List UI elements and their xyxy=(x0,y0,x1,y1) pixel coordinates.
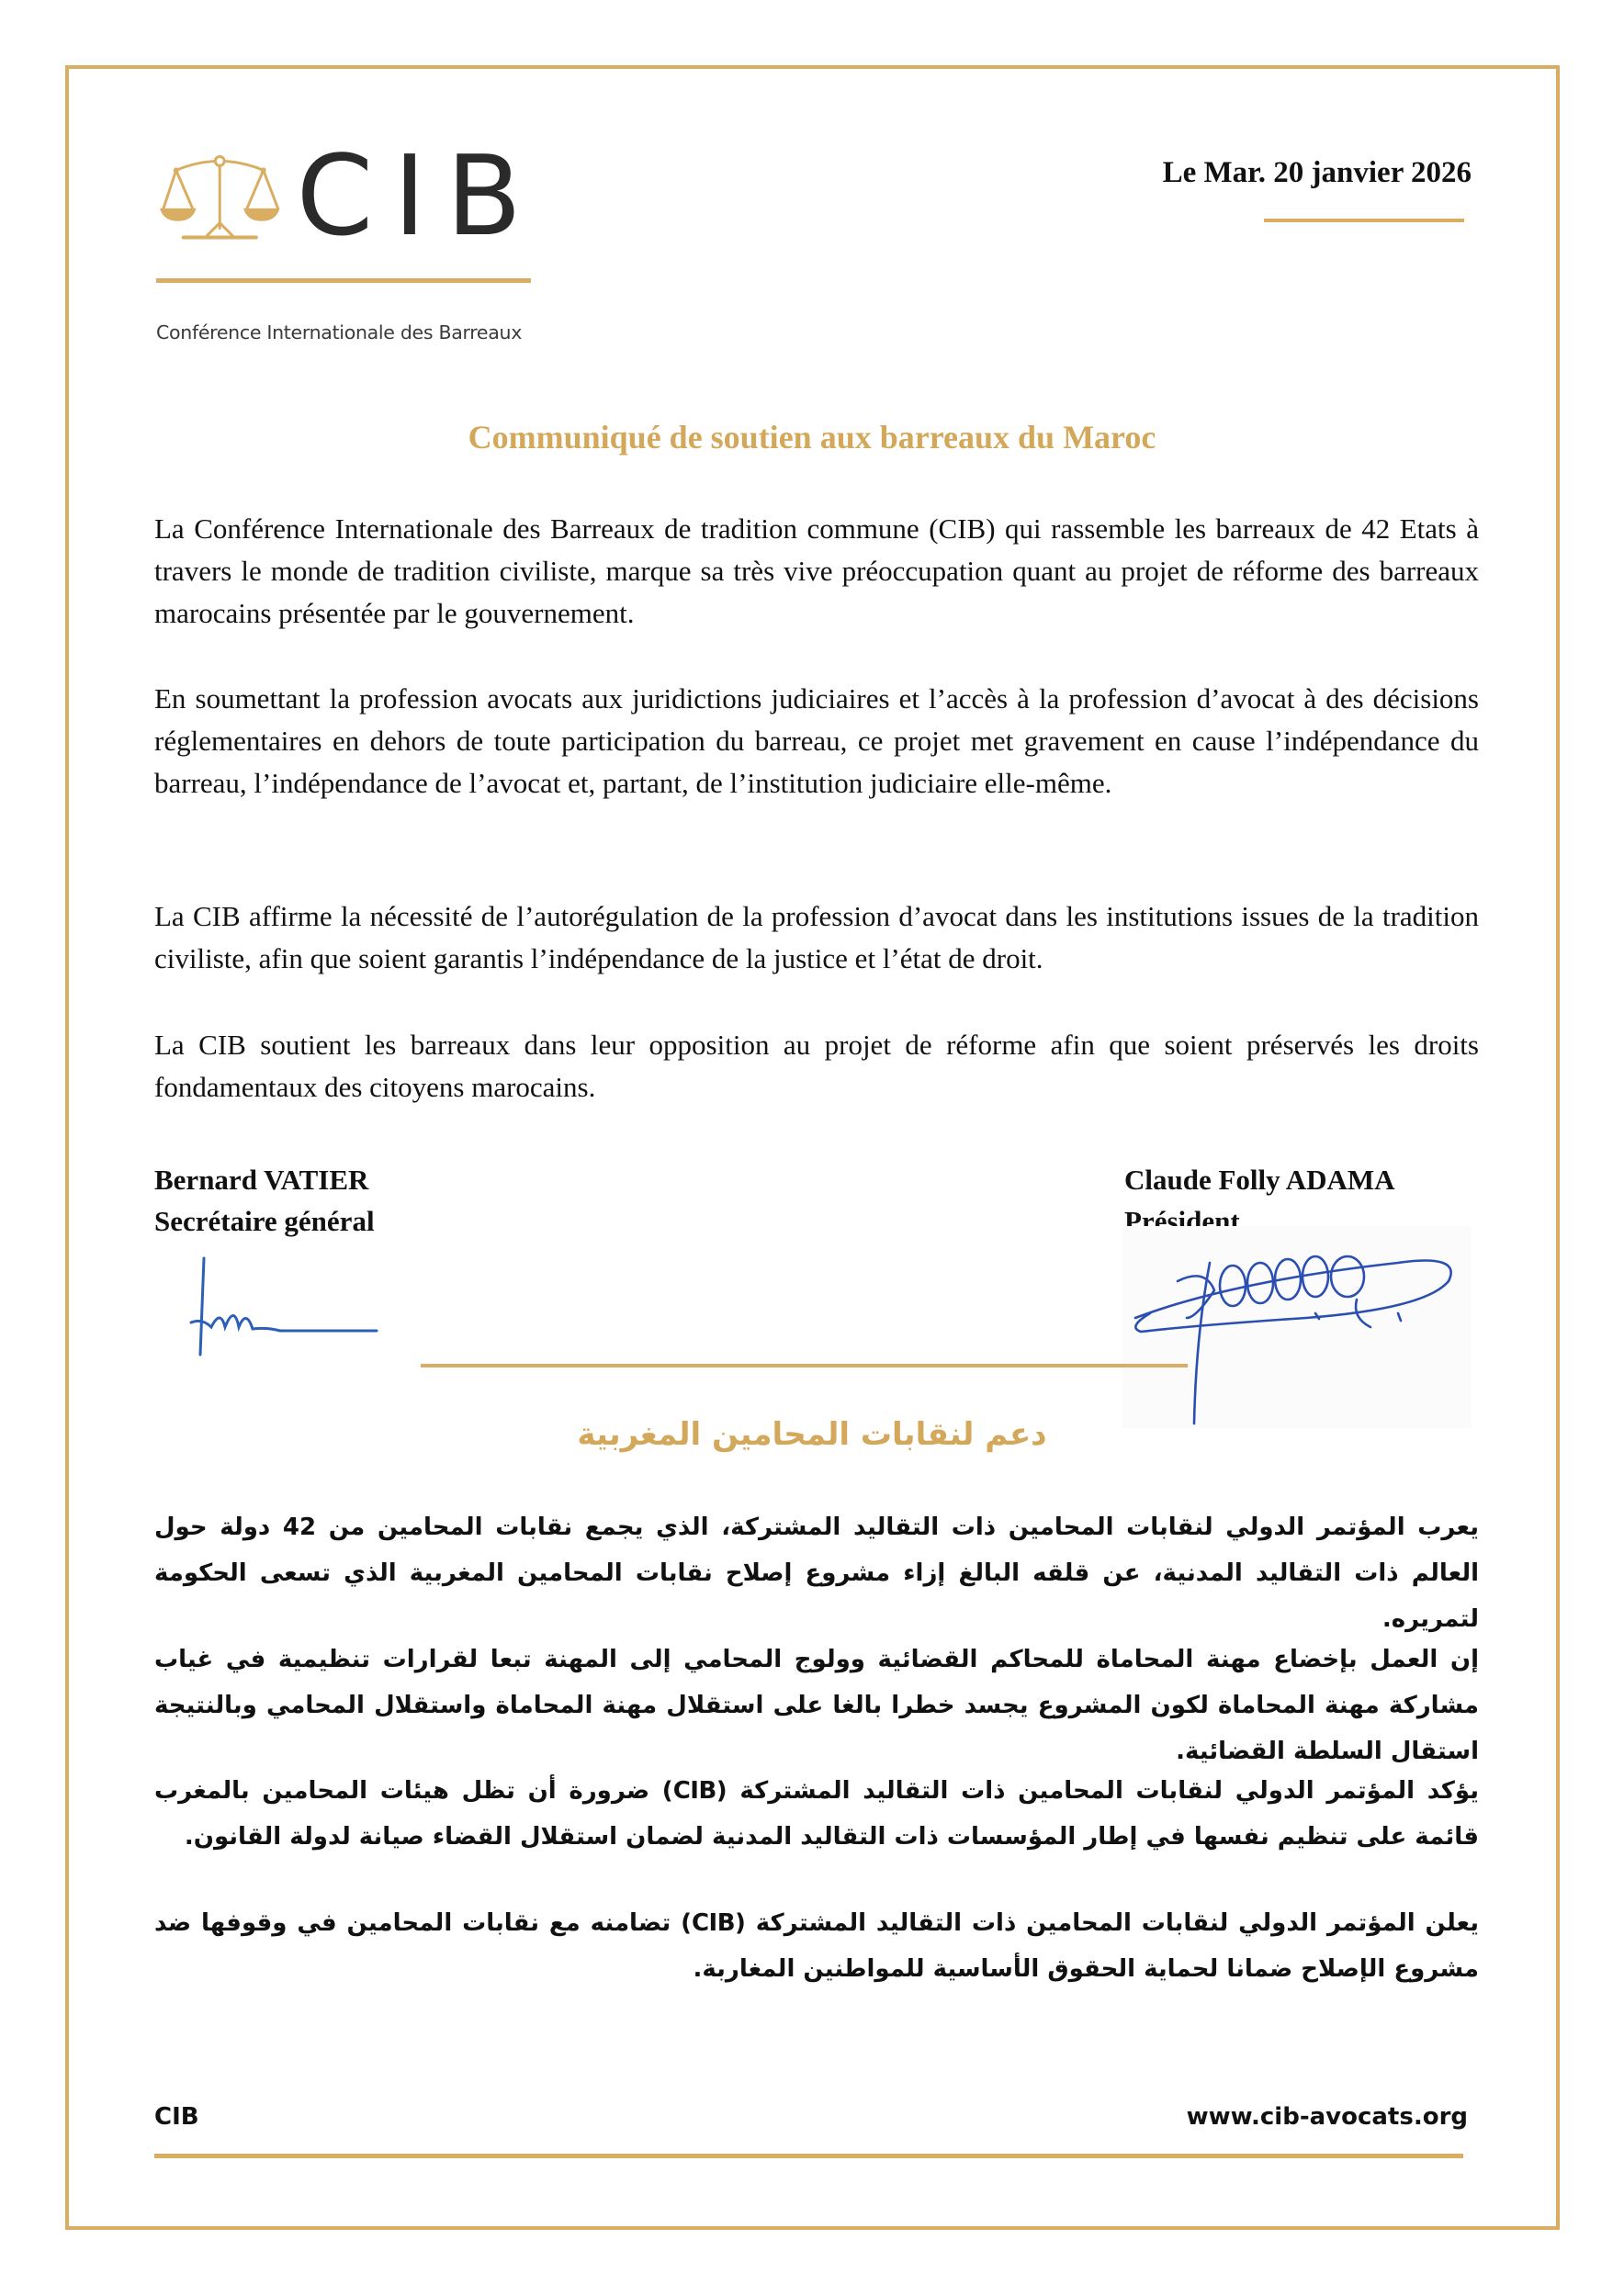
cib-logo xyxy=(156,133,542,343)
french-paragraph-3: La CIB affirme la nécessité de l’autorégulation de la profession d’avocat dans les institutions issues de la tradition civiliste, afin que soient garantis l’indépendance de la justice et l’état de droit. xyxy=(154,900,1479,974)
scales-of-justice-icon xyxy=(156,152,283,243)
signatory-name: Claude Folly ADAMA xyxy=(1124,1164,1395,1196)
logo-divider xyxy=(156,278,531,283)
footer-divider xyxy=(154,2154,1463,2158)
arabic-paragraph-2: إن العمل بإخضاع مهنة المحاماة للمحاكم القضائية وولوج المحامي إلى المهنة تبعا لقرارات تنظيمية في غياب مشاركة مهنة المحاماة لكون المشروع يجسد خطرا بالغا على استقلال مهنة المحاماة واستقلال المحامي وبالنتيجة استقال السلطة القضائية. xyxy=(154,1646,1479,1765)
signatory-role: Secrétaire général xyxy=(154,1205,375,1237)
signature-adama-icon xyxy=(1122,1226,1472,1428)
logo-wordmark: CIB xyxy=(296,133,542,261)
document-date: Le Mar. 20 janvier 2026 xyxy=(1162,156,1472,189)
section-divider xyxy=(421,1364,1188,1367)
signatory-secretary xyxy=(154,1159,375,1242)
french-paragraph-1: La Conférence Internationale des Barreaux de tradition commune (CIB) qui rassemble les barreaux de 42 Etats à travers le monde de tradition civiliste, marque sa très vive préoccupation quant au projet de réforme des barreaux marocains présentée par le gouvernement. xyxy=(154,512,1479,629)
arabic-paragraph-3: يؤكد المؤتمر الدولي لنقابات المحامين ذات التقاليد المشتركة (CIB) ضرورة أن تظل هيئات المحامين بالمغرب قائمة على تنظيم نفسها في إطار المؤسسات ذات التقاليد المدنية لضمان استقلال القضاء صيانة لدولة القانون. xyxy=(154,1777,1479,1851)
logo-subtitle: Conférence Internationale des Barreaux xyxy=(156,321,523,343)
footer-website-link[interactable]: www.cib-avocats.org xyxy=(1186,2103,1468,2131)
french-paragraph-4: La CIB soutient les barreaux dans leur opposition au projet de réforme afin que soient préservés les droits fondamentaux des citoyens marocains. xyxy=(154,1029,1479,1103)
date-divider xyxy=(1264,219,1464,222)
arabic-title: دعم لنقابات المحامين المغربية xyxy=(577,1416,1047,1453)
french-title: Communiqué de soutien aux barreaux du Maroc xyxy=(468,419,1156,456)
signature-vatier-icon xyxy=(184,1254,386,1359)
signatory-role: Président xyxy=(1124,1205,1240,1237)
signatory-name: Bernard VATIER xyxy=(154,1164,369,1196)
footer-org: CIB xyxy=(154,2103,199,2131)
french-paragraph-2: En soumettant la profession avocats aux juridictions judiciaires et l’accès à la profession d’avocat à des décisions réglementaires en dehors de toute participation du barreau, ce projet met gravement en cause l’indépendance du barreau, l’indépendance de l’avocat et, partant, de l’institution judiciaire elle-même. xyxy=(154,682,1479,799)
arabic-paragraph-1: يعرب المؤتمر الدولي لنقابات المحامين ذات التقاليد المشتركة، الذي يجمع نقابات المحامين من 42 دولة حول العالم ذات التقاليد المدنية، عن قلقه البالغ إزاء مشروع إصلاح نقابات المحامين المغربية الذي تسعى الحكومة لتمريره. xyxy=(154,1514,1479,1633)
arabic-paragraph-4: يعلن المؤتمر الدولي لنقابات المحامين ذات التقاليد المشتركة (CIB) تضامنه مع نقابات المحامين في وقوفها ضد مشروع الإصلاح ضمانا لحماية الحقوق الأساسية للمواطنين المغاربة. xyxy=(154,1909,1479,1983)
